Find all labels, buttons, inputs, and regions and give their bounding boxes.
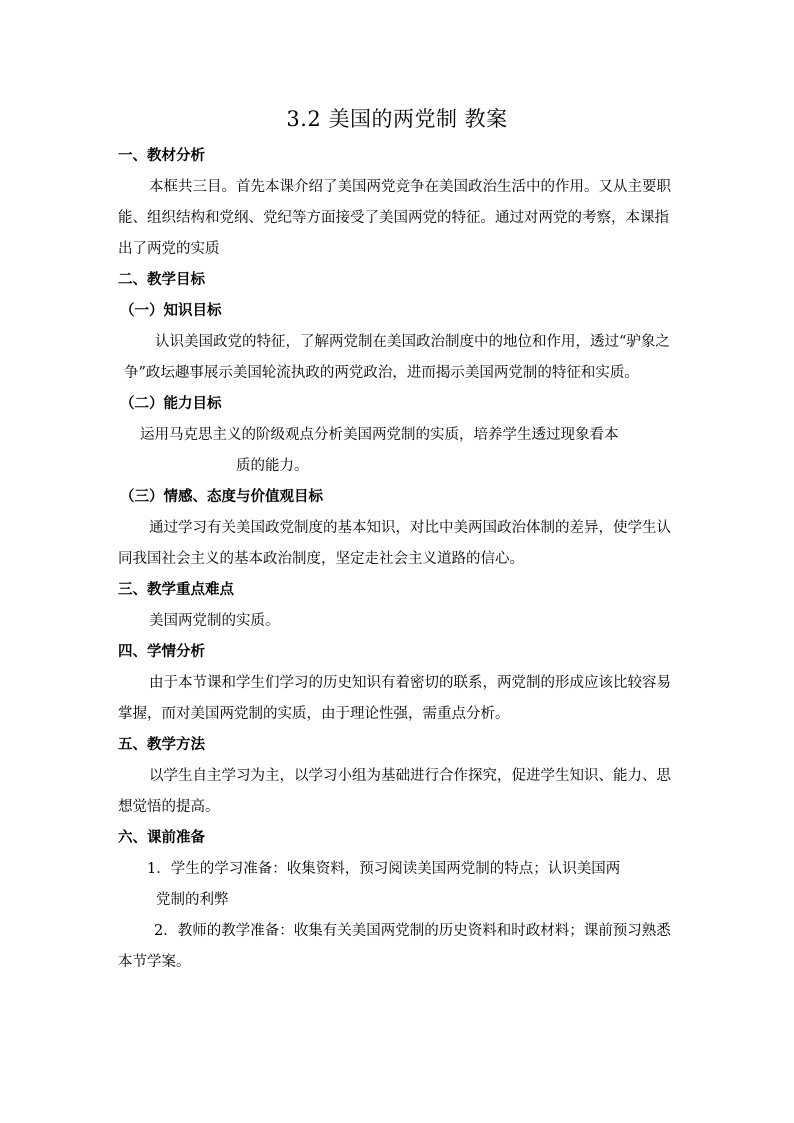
ability-goal-line-1: 运用马克思主义的阶级观点分析美国两党制的实质，培养学生透过现象看本 [140, 427, 619, 443]
heading-key-points: 三、教学重点难点 [118, 582, 234, 598]
heading-preparation: 六、课前准备 [118, 830, 205, 846]
document-body [118, 141, 678, 978]
list-item-student-prep [118, 854, 678, 916]
heading-teaching-goals: 二、教学目标 [118, 272, 205, 288]
list-item-teacher-prep: 2．教师的教学准备：收集有关美国两党制的历史资料和时政材料；课前预习熟悉本节学案。 [118, 923, 671, 970]
document-title: 3.2 美国的两党制 教案 [286, 107, 508, 131]
heading-material-analysis: 一、教材分析 [118, 148, 205, 164]
heading-teaching-methods: 五、教学方法 [118, 737, 205, 753]
student-prep-line-2: 党制的利弊 [156, 892, 229, 908]
heading-knowledge-goal: （一）知识目标 [120, 303, 222, 319]
paragraph-ability-goal [118, 420, 678, 482]
paragraph-key-points: 美国两党制的实质。 [149, 613, 280, 629]
paragraph-learner-analysis: 由于本节课和学生们学习的历史知识有着密切的联系，两党制的形成应该比较容易掌握，而对美国两党制的实质，由于理论性强，需重点分析。 [118, 675, 671, 722]
ability-goal-line-2: 质的能力。 [236, 458, 309, 474]
heading-emotion-goal: （三）情感、态度与价值观目标 [120, 489, 323, 505]
paragraph-knowledge-goal: 认识美国政党的特征，了解两党制在美国政治制度中的地位和作用，透过“驴象之争”政坛趣事展示美国轮流执政的两党政治，进而揭示美国两党制的特征和实质。 [124, 334, 670, 381]
student-prep-line-1: 1．学生的学习准备：收集资料，预习阅读美国两党制的特点；认识美国两 [147, 861, 621, 877]
heading-ability-goal: （二）能力目标 [120, 396, 222, 412]
paragraph-emotion-goal: 通过学习有关美国政党制度的基本知识，对比中美两国政治体制的差异，使学生认同我国社会主义的基本政治制度，坚定走社会主义道路的信心。 [118, 520, 671, 567]
heading-learner-analysis: 四、学情分析 [118, 644, 205, 660]
paragraph-teaching-methods: 以学生自主学习为主，以学习小组为基础进行合作探究，促进学生知识、能力、思想觉悟的提高。 [118, 768, 671, 815]
paragraph-material-analysis: 本框共三目。首先本课介绍了美国两党竞争在美国政治生活中的作用。又从主要职能、组织结构和党纲、党纪等方面接受了美国两党的特征。通过对两党的考察，本课指出了两党的实质 [118, 179, 671, 257]
